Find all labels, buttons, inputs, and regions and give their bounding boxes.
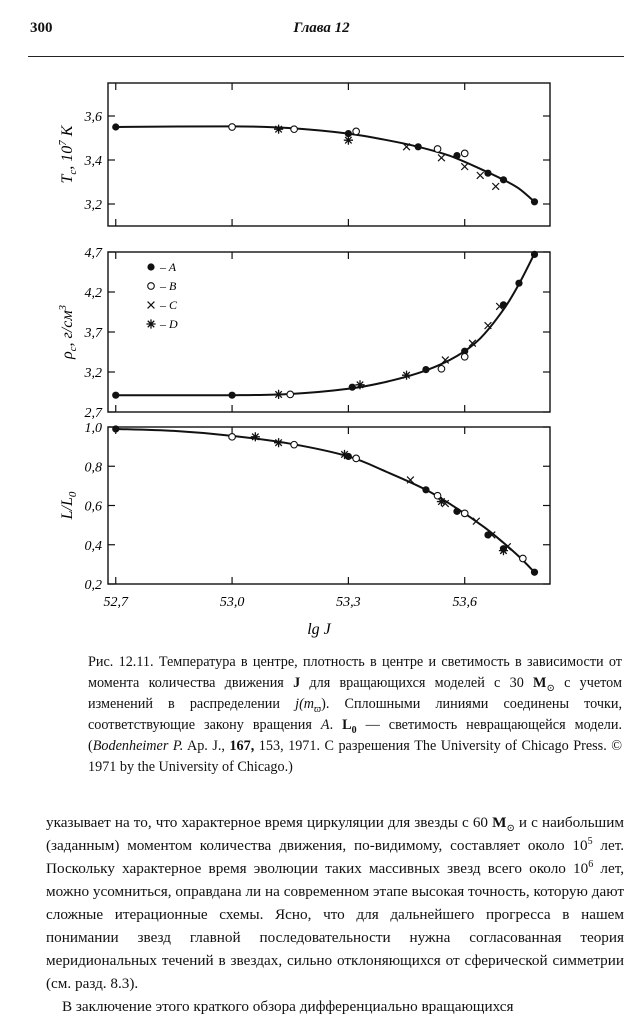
y-axis-label-part: ρ [59,351,76,360]
y-tick-label: 3,2 [84,198,102,213]
legend-label: – A [160,260,177,274]
y-axis-label-part: K [59,125,76,141]
plot-frame [108,83,550,226]
point-A-shape [453,152,460,159]
point-D [274,390,283,399]
x-tick-label: 53,3 [336,595,361,610]
point-C [477,172,484,179]
point-A-shape [531,569,538,576]
point-C-shape [473,518,480,525]
y-tick-label: 2,7 [84,406,102,421]
legend-marker-shape [148,283,155,290]
point-B [461,510,468,517]
point-B-shape [434,146,441,153]
panel-L_over_L0 [59,421,550,638]
point-A-shape [112,392,119,399]
point-B [291,441,298,448]
point-B-shape [434,492,441,499]
point-C [438,154,445,161]
point-D-shape [344,136,353,145]
point-D [355,380,364,389]
point-D [340,450,349,459]
point-D-shape [499,546,508,555]
legend-marker [146,319,155,328]
point-C-shape [438,154,445,161]
point-A [422,486,429,493]
y-tick-label: 3,2 [84,366,102,381]
point-A-shape [500,176,507,183]
y-tick-label: 3,4 [84,154,102,169]
y-tick-label: 1,0 [84,421,102,436]
point-D-shape [274,438,283,447]
point-A-shape [422,366,429,373]
y-tick-label: 0,2 [84,578,102,593]
paragraph-1: указывает на то, что характерное время циркуляции для звезды с 60 $M_⊙$ и с наибольшим (заданным) моментом количества движения, по-видимому, составляет около $10^5$ лет. Поскольку характерное время эволюции таких массивных звезд всего около $10^6$ лет, можно усомниться, оправдана ли на современном этапе высокая точность, которую дают сложные итерационные схемы. Ясно, что для дальнейшего прогресса в нашем понимании звезд главной последовательности нужна согласованная теория меридиональных течений в звездах, сильно отклоняющихся от сферической симметрии (см. разд. 8.3). [46,814,624,992]
legend-label: – B [160,279,177,293]
point-A-shape [422,486,429,493]
point-A [228,392,235,399]
chapter-title: Глава 12 [293,20,350,36]
point-A [349,384,356,391]
point-D-shape [251,432,260,441]
point-A [453,508,460,515]
point-A [415,143,422,150]
fit-curve [116,254,535,396]
y-tick-label: 0,8 [84,460,102,476]
point-C-shape [477,172,484,179]
y-tick-label: 3,7 [84,326,102,341]
point-B [287,391,294,398]
x-tick-label: 53,0 [219,595,245,610]
point-B-shape [291,441,298,448]
y-axis-label [59,491,79,520]
point-B-shape [353,128,360,135]
point-A [515,280,522,287]
point-D [499,546,508,555]
paragraph-2: В заключение этого краткого обзора дифференциально вращающихся [62,998,514,1015]
point-A-shape [515,280,522,287]
point-C-shape [492,183,499,190]
point-A [484,170,491,177]
point-A-shape [112,123,119,130]
point-B [438,366,445,373]
legend-marker-shape [147,263,154,270]
x-axis-label: lg J [307,621,331,638]
point-D [251,432,260,441]
point-A-shape [112,425,119,432]
y-axis-label-part: 7 [57,140,69,146]
point-D [344,136,353,145]
y-axis-label [57,304,79,360]
point-D [274,438,283,447]
point-D-shape [437,497,446,506]
x-tick-label: 52,7 [103,595,129,610]
panel-rho_c [57,246,550,421]
point-B [461,150,468,157]
fit-curve [116,429,535,572]
point-A-shape [531,251,538,258]
point-B [434,146,441,153]
point-B [291,126,298,133]
body-text [46,811,624,1018]
point-A [422,366,429,373]
point-A [531,569,538,576]
y-axis-label-part: L/L [59,497,76,520]
point-C [492,183,499,190]
point-D [274,125,283,134]
legend-label: – D [160,317,178,331]
panel-Tc [57,83,550,226]
y-tick-label: 0,6 [84,499,102,515]
y-axis-label-part: , 10 [59,145,76,170]
point-B-shape [287,391,294,398]
y-tick-label: 4,2 [84,286,102,301]
y-tick-label: 3,6 [84,110,102,125]
point-B-shape [291,126,298,133]
point-A [500,176,507,183]
figure-caption: Рис. 12.11. Температура в центре, плотность в центре и светимость в зависимости от момента количества движения J для вращающихся моделей с 30 $M_⊙$ с учетом изменений в распределении $j(m_ϖ)$. Сплошными линиями соединены точки, соответствующие закону вращения A. $L_0$ — светимость невращающейся модели. (Bodenheimer P. Ap. J., 167, 153, 1971. С разрешения The University of Chicago Press. © 1971 by the University of Chicago.) [88,654,623,775]
point-A-shape [484,531,491,538]
y-tick-label: 0,4 [84,538,102,554]
legend-marker [147,263,154,270]
legend-marker-shape [146,319,155,328]
point-B [520,555,527,562]
page-number: 300 [30,20,53,36]
point-A [531,251,538,258]
point-B [229,124,236,131]
y-axis-label-part: T [59,174,76,184]
legend-marker [148,302,155,309]
point-B [229,434,236,441]
y-axis-label-part: 3 [57,304,69,311]
point-B [353,128,360,135]
point-A [453,152,460,159]
y-axis-label-part: , г/см [59,310,76,347]
point-D-shape [402,371,411,380]
point-D-shape [274,125,283,134]
point-D-shape [340,450,349,459]
point-C-shape [461,163,468,170]
point-B-shape [520,555,527,562]
y-axis-label-part: c [67,346,79,352]
legend-label: – C [160,298,178,312]
point-B-shape [461,510,468,517]
point-A-shape [453,508,460,515]
legend-marker [148,283,155,290]
y-axis-label-part: c [67,169,79,175]
point-A-shape [484,170,491,177]
legend-marker-shape [148,302,155,309]
point-A-shape [349,384,356,391]
point-C [461,163,468,170]
point-A [112,123,119,130]
fit-curve [116,126,535,201]
point-B [434,492,441,499]
point-D [402,371,411,380]
point-B-shape [438,366,445,373]
point-D-shape [274,390,283,399]
point-A [112,392,119,399]
point-A-shape [531,198,538,205]
point-C [473,518,480,525]
point-B [353,455,360,462]
y-tick-label: 4,7 [84,246,102,261]
point-B-shape [353,455,360,462]
point-A [484,531,491,538]
y-axis-label-part: 0 [67,491,79,498]
y-axis-label [57,124,79,183]
point-A-shape [415,143,422,150]
point-B-shape [229,434,236,441]
point-B-shape [229,124,236,131]
point-B [461,354,468,361]
plot-frame [108,252,550,412]
point-A [531,198,538,205]
point-D [437,497,446,506]
point-A-shape [228,392,235,399]
point-B-shape [461,354,468,361]
point-B-shape [461,150,468,157]
point-D-shape [355,380,364,389]
x-tick-label: 53,6 [452,595,477,610]
point-A [112,425,119,432]
